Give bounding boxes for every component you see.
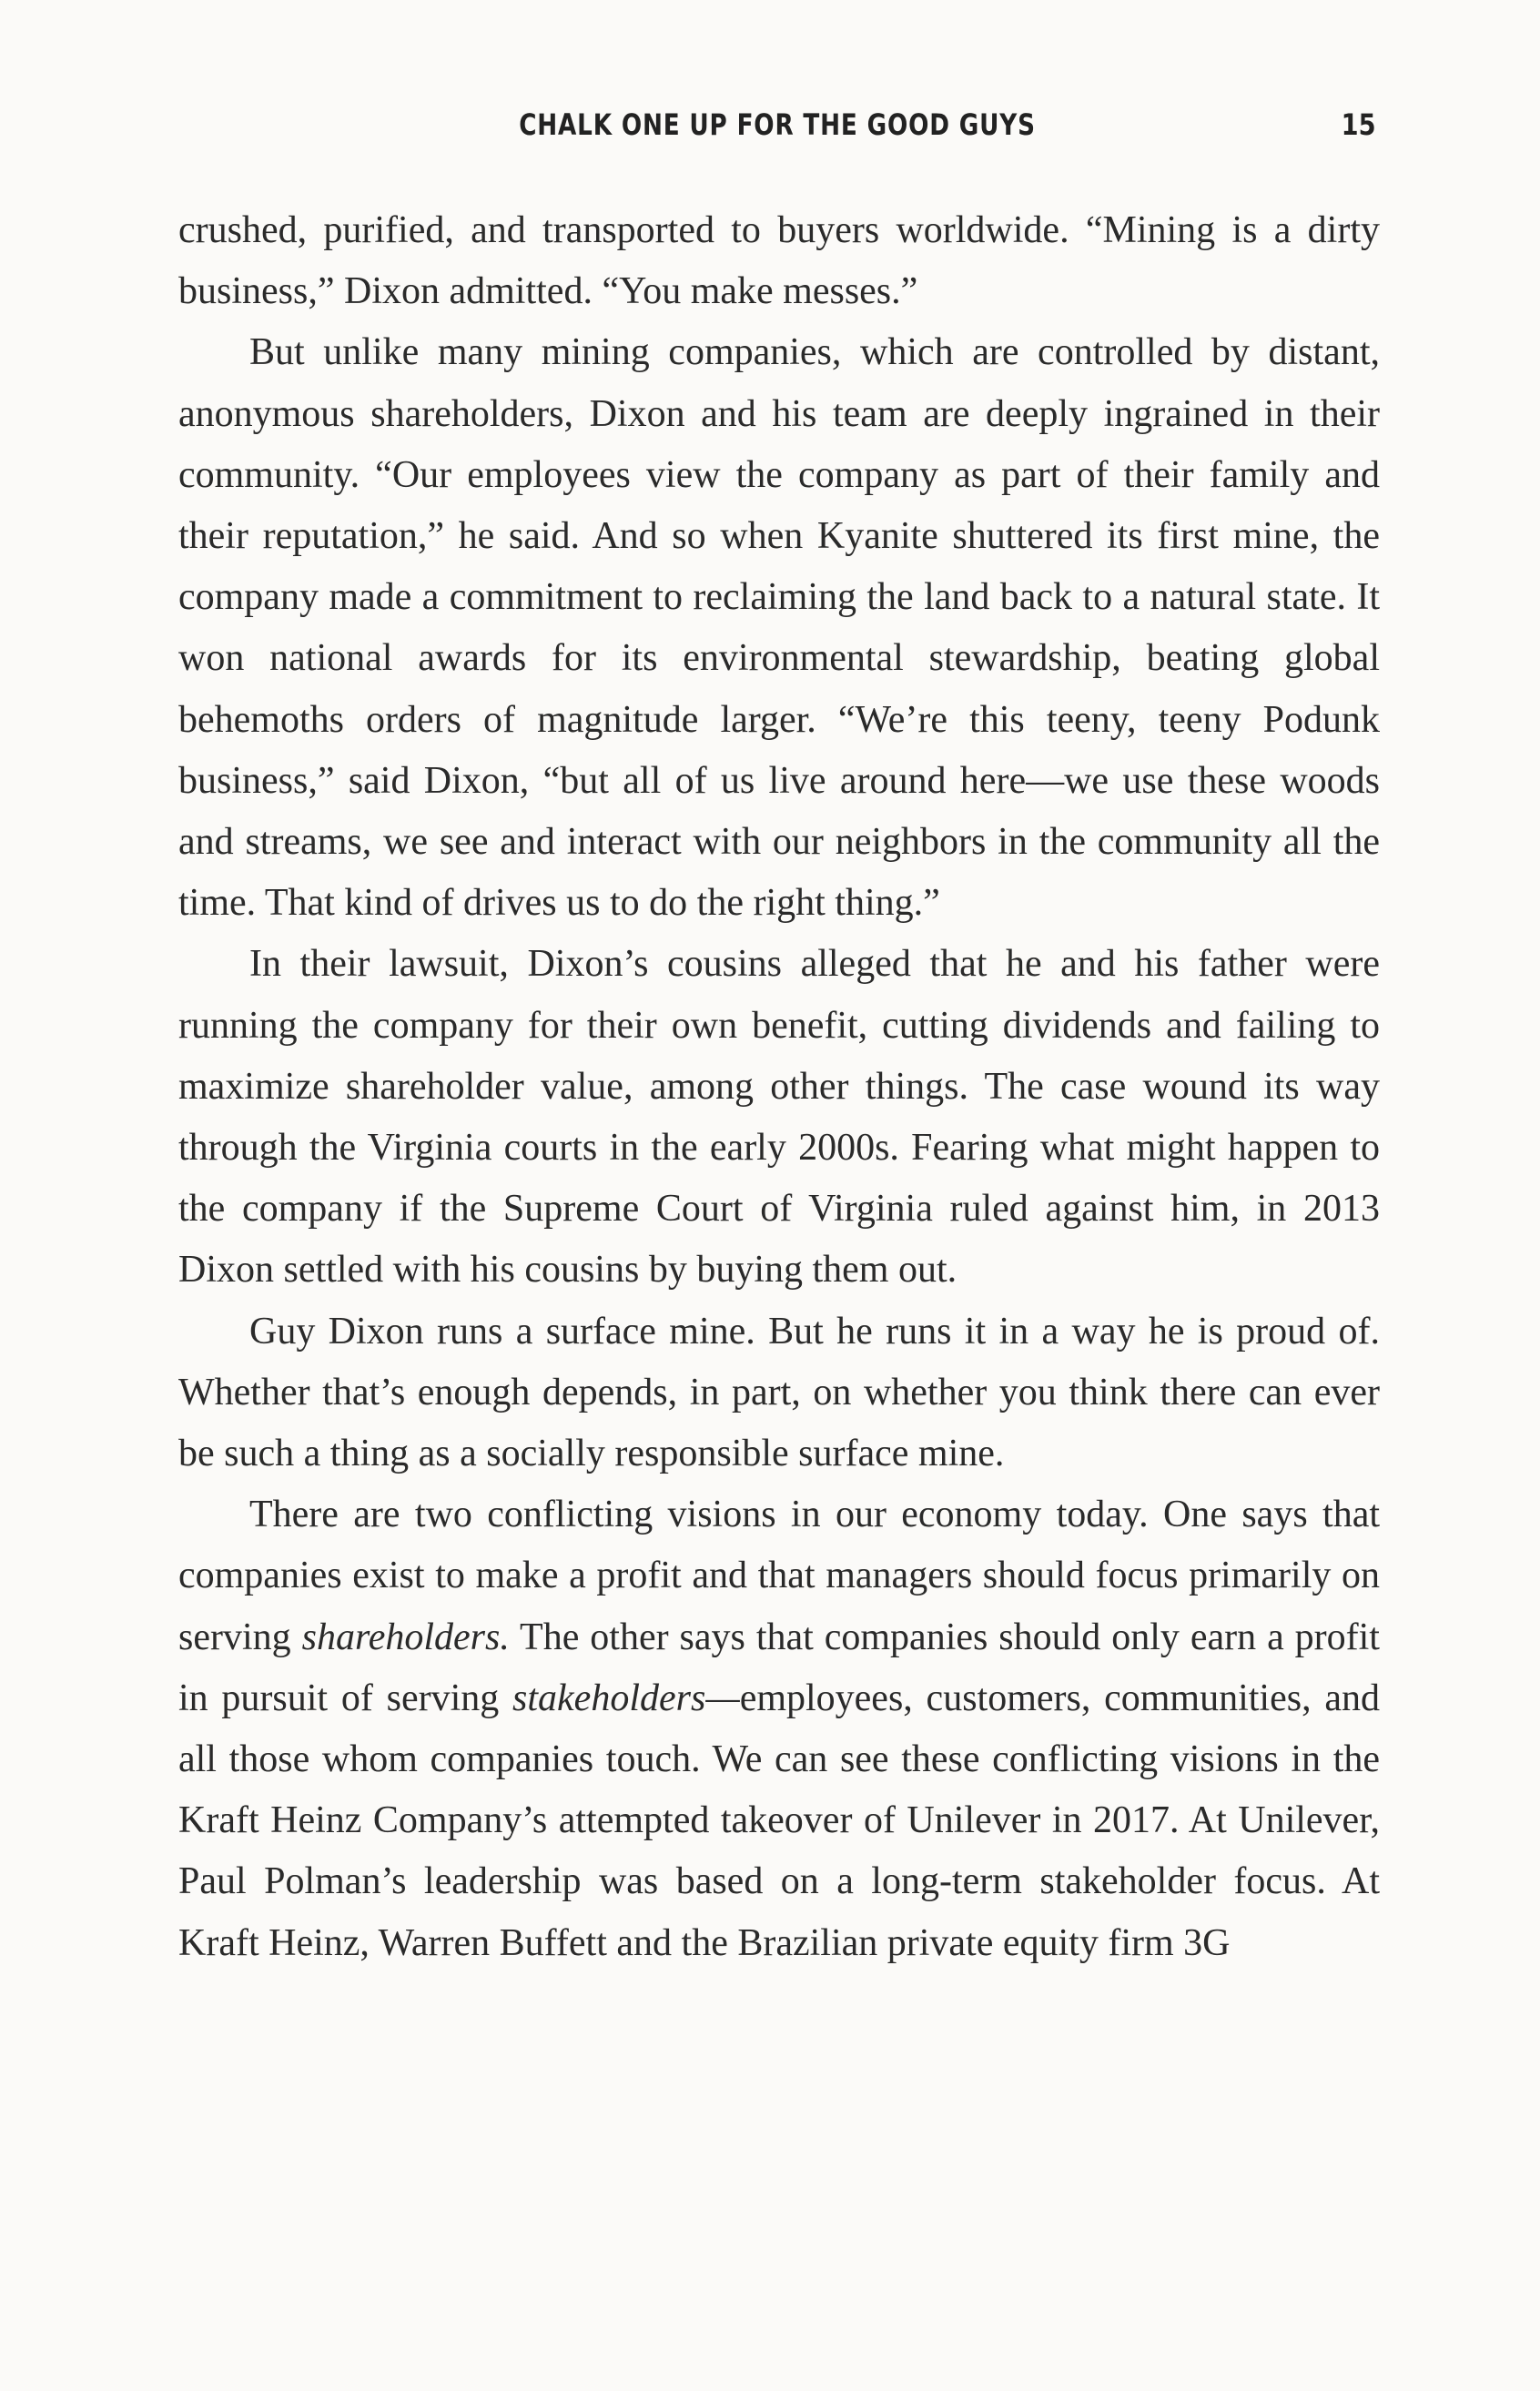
running-header (178, 107, 1376, 158)
body-text (178, 200, 1380, 1974)
page-number: 15 (1342, 107, 1376, 142)
paragraph-5-part-2: The other says that companies should only earn a profit in pursuit of serving (178, 1616, 1380, 1719)
emphasis-stakeholders: stakeholders— (512, 1677, 740, 1719)
paragraph-5-part-1: There are two conflicting visions in our economy today. One says that companies exist to make a profit and that managers should focus primarily on serving (178, 1494, 1380, 1658)
paragraph-3: In their lawsuit, Dixon’s cousins alleged that he and his father were running the company for their own benefit, cutting dividends and failing to maximize shareholder value, among other things. The case wound its way through the Virginia courts in the early 2000s. Fearing what might happen to the company if the Supreme Court of Virginia ruled against him, in 2013 Dixon settled with his cousins by buying them out. (178, 943, 1380, 1292)
paragraph-5 (178, 1484, 1380, 1974)
running-title: CHALK ONE UP FOR THE GOOD GUYS (519, 107, 1036, 142)
paragraph-4: Guy Dixon runs a surface mine. But he runs it in a way he is proud of. Whether that’s enough depends, in part, on whether you think there can ever be such a thing as a socially responsible surface mine. (178, 1310, 1380, 1475)
paragraph-5-part-3: employees, customers, communities, and all those whom companies touch. We can see these conflicting visions in the Kraft Heinz Company’s attempted takeover of Unilever in 2017. At Unilever, Paul Polman’s leadership was based on a long-term stakeholder focus. At Kraft Heinz, Warren Buffett and the Brazilian private equity firm 3G (178, 1677, 1380, 1964)
emphasis-shareholders: shareholders. (301, 1616, 510, 1658)
paragraph-2: But unlike many mining companies, which are controlled by distant, anonymous shareholders, Dixon and his team are deeply ingrained in their community. “Our employees view the company as part of their family and their reputation,” he said. And so when Kyanite shuttered its first mine, the company made a commitment to reclaiming the land back to a natural state. It won national awards for its environmental stewardship, beating global behemoths orders of magnitude larger. “We’re this teeny, teeny Podunk business,” said Dixon, “but all of us live around here—we use these woods and streams, we see and interact with our neighbors in the community all the time. That kind of drives us to do the right thing.” (178, 331, 1380, 925)
paragraph-1: crushed, purified, and transported to buyers worldwide. “Mining is a dirty business,” Dixon admitted. “You make messes.” (178, 209, 1380, 313)
